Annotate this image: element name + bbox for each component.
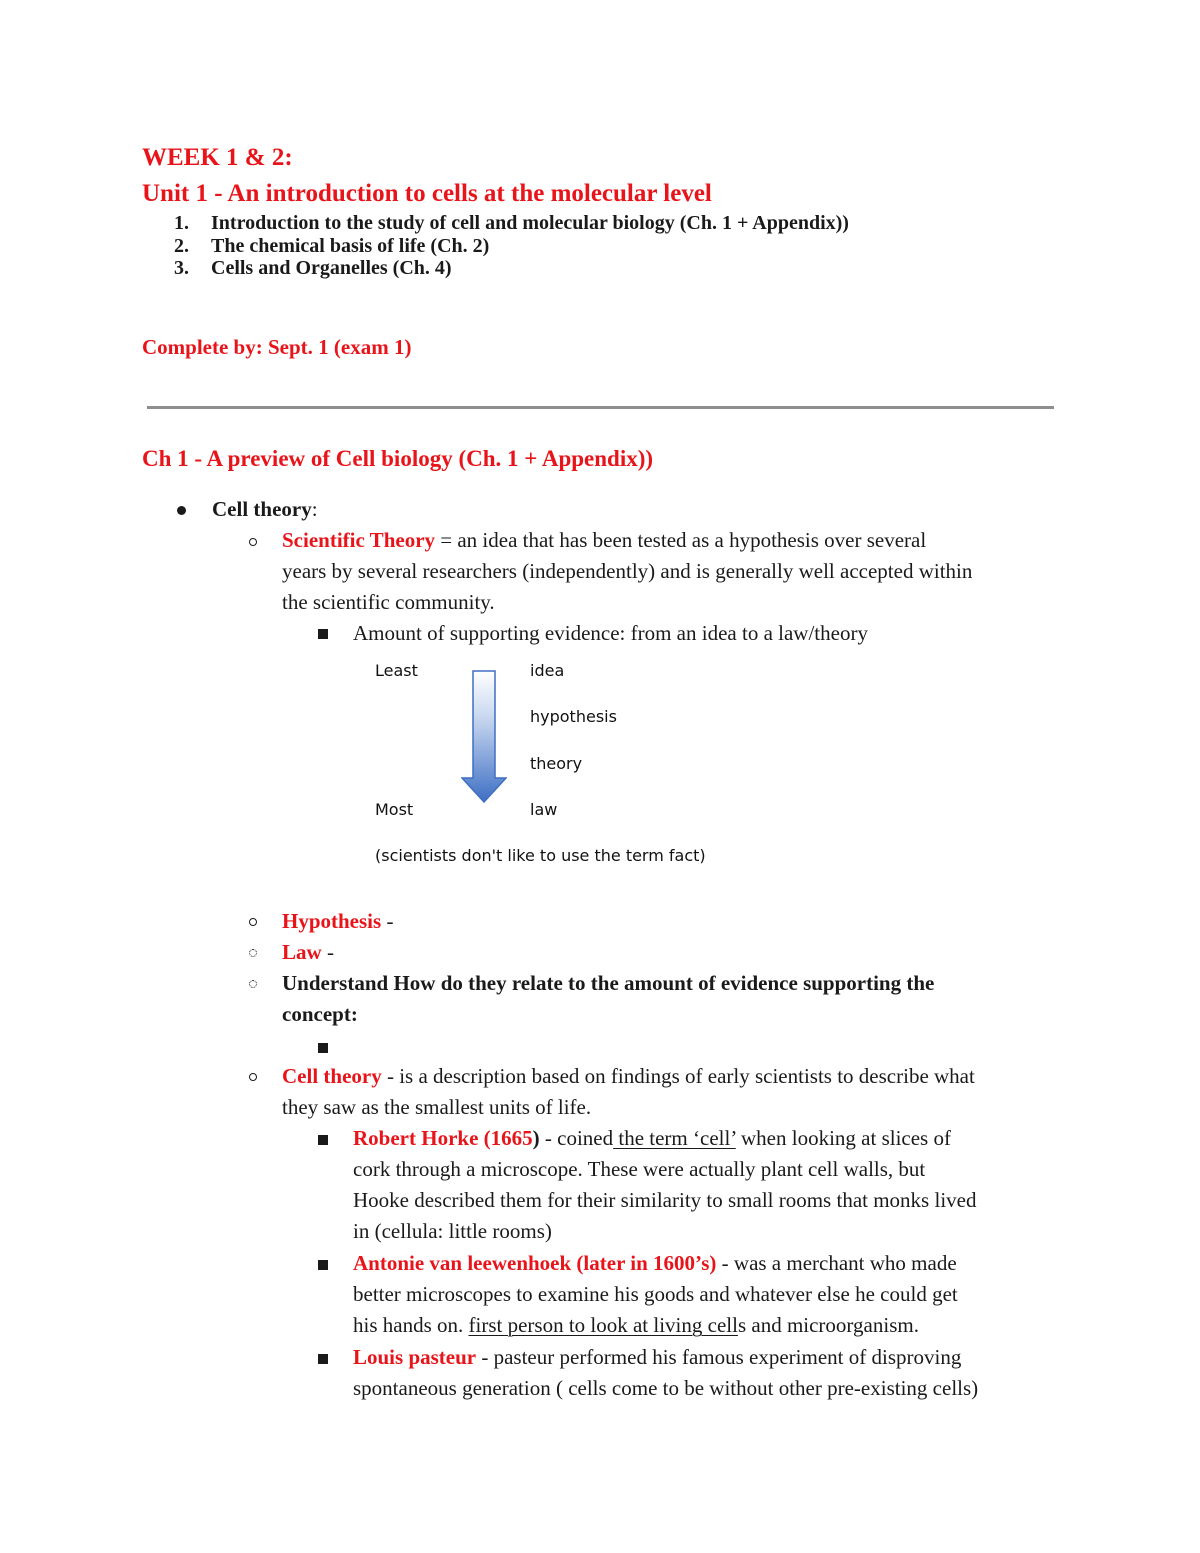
hooke-text: - coined [539, 1126, 614, 1150]
chapter-title: Ch 1 - A preview of Cell biology (Ch. 1 + Appendix)) [142, 446, 654, 471]
topic-item: Cells and Organelles (Ch. 4) [211, 257, 452, 279]
diagram-least-label: Least [375, 661, 418, 680]
leeuwenhoek-term: Antonie van leewenhoek (later in 1600’s) [353, 1251, 717, 1275]
topic-item: Introduction to the study of cell and molecular biology (Ch. 1 + Appendix)) [211, 212, 849, 234]
topic-number: 2. [174, 235, 189, 257]
cell-theory-desc-line [282, 1061, 975, 1092]
bullet-disc-icon [177, 506, 186, 515]
bullet-circle-icon [249, 980, 257, 988]
evidence-line: Amount of supporting evidence: from an idea to a law/theory [353, 621, 868, 645]
leeuwenhoek-underlined: first person to look at living cell [468, 1313, 738, 1337]
hypothesis-item [282, 906, 393, 937]
leeuwenhoek-text: - was a merchant who made [716, 1251, 957, 1275]
bullet-square-icon [318, 1354, 328, 1364]
cell-theory-colon: : [311, 497, 318, 521]
hooke-line: Hooke described them for their similarity to small rooms that monks lived [353, 1188, 977, 1212]
hooke-text: when looking at slices of [735, 1126, 951, 1150]
pasteur-line [353, 1342, 961, 1373]
cell-theory-item [212, 494, 318, 525]
law-item [282, 937, 334, 968]
topic-number: 1. [174, 212, 189, 234]
bullet-circle-icon [249, 949, 257, 957]
bullet-circle-icon [249, 1073, 257, 1081]
understand-line: Understand How do they relate to the amount of evidence supporting the [282, 971, 935, 995]
leeuwenhoek-text: his hands on. [353, 1313, 469, 1337]
hooke-line: in (cellula: little rooms) [353, 1219, 552, 1243]
leeuwenhoek-line [353, 1310, 919, 1341]
law-dash: - [321, 940, 334, 964]
diagram-level-label: theory [530, 754, 583, 773]
scientific-theory-line [282, 525, 926, 556]
bullet-square-icon [318, 1043, 328, 1053]
scientific-theory-line: years by several researchers (independently) and is generally well accepted within [282, 559, 973, 583]
scientific-theory-def: = an idea that has been tested as a hypothesis over several [435, 528, 927, 552]
bullet-square-icon [318, 1260, 328, 1270]
complete-by-note: Complete by: Sept. 1 (exam 1) [142, 335, 412, 359]
hooke-term: Robert Horke (1665 [353, 1126, 533, 1150]
leeuwenhoek-line: better microscopes to examine his goods and whatever else he could get [353, 1282, 958, 1306]
pasteur-text: - pasteur performed his famous experiment of disproving [476, 1345, 962, 1369]
bullet-square-icon [318, 629, 328, 639]
scientific-theory-term: Scientific Theory [282, 528, 436, 552]
bullet-circle-icon [249, 538, 257, 546]
diagram-level-label: hypothesis [530, 707, 617, 726]
bullet-circle-icon [249, 918, 257, 926]
diagram-most-label: Most [375, 800, 414, 819]
hypothesis-term: Hypothesis [282, 909, 382, 933]
down-arrow-icon [461, 670, 507, 804]
pasteur-term: Louis pasteur [353, 1345, 477, 1369]
scientific-theory-line: the scientific community. [282, 590, 495, 614]
hooke-underlined: the term ‘cell’ [613, 1126, 736, 1150]
understand-line: concept: [282, 1002, 358, 1026]
hooke-line: cork through a microscope. These were actually plant cell walls, but [353, 1157, 926, 1181]
leeuwenhoek-line [353, 1248, 957, 1279]
pasteur-line: spontaneous generation ( cells come to be without other pre-existing cells) [353, 1376, 979, 1400]
week-heading: WEEK 1 & 2: [142, 144, 293, 171]
topic-number: 3. [174, 257, 189, 279]
diagram-note: (scientists don't like to use the term fact) [375, 846, 706, 865]
leeuwenhoek-text: s and microorganism. [737, 1313, 919, 1337]
bullet-square-icon [318, 1135, 328, 1145]
hypothesis-dash: - [381, 909, 394, 933]
cell-theory-label: Cell theory [212, 497, 312, 521]
law-term: Law [282, 940, 322, 964]
hooke-paren: ) [532, 1126, 540, 1150]
section-divider [147, 406, 1054, 409]
cell-theory-term: Cell theory [282, 1064, 382, 1088]
cell-theory-desc-line: they saw as the smallest units of life. [282, 1095, 592, 1119]
topic-item: The chemical basis of life (Ch. 2) [211, 235, 490, 257]
unit-heading: Unit 1 - An introduction to cells at the molecular level [142, 180, 712, 207]
hooke-line [353, 1123, 951, 1154]
diagram-level-label: idea [530, 661, 565, 680]
cell-theory-def: - is a description based on findings of early scientists to describe what [381, 1064, 975, 1088]
diagram-level-label: law [530, 800, 558, 819]
